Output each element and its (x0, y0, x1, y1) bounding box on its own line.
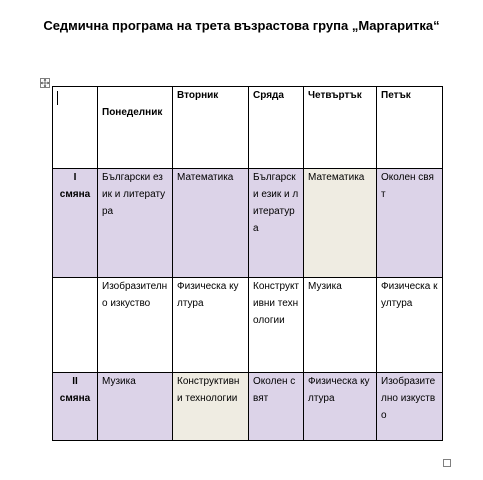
subject-cell: Физическа култура (173, 278, 249, 373)
shift-label-first (53, 169, 98, 278)
day-header-monday: Понеделник (98, 87, 173, 169)
text-cursor (57, 91, 58, 105)
shift-label-second (53, 373, 98, 441)
subject-cell: Математика (173, 169, 249, 278)
shift-numeral: II (72, 376, 78, 387)
subject-cell: Конструктивни технологии (249, 278, 304, 373)
subject-cell: Физическа култура (304, 373, 377, 441)
table-row (53, 373, 443, 441)
weekly-schedule-table (52, 86, 443, 441)
table-row (53, 278, 443, 373)
subject-cell: Околен свят (377, 169, 443, 278)
subject-cell: Български език и литература (249, 169, 304, 278)
subject-cell: Физическа култура (377, 278, 443, 373)
subject-cell: Околен свят (249, 373, 304, 441)
shift-word: смяна (59, 189, 91, 200)
subject-cell: Математика (304, 169, 377, 278)
day-header-friday: Петък (377, 87, 443, 169)
table-header-row (53, 87, 443, 169)
shift-numeral: I (73, 172, 77, 183)
document-title: Седмична програма на трета възрастова група „Маргаритка“ (43, 18, 440, 33)
day-header-thursday: Четвъртък (304, 87, 377, 169)
corner-cell[interactable] (53, 87, 98, 169)
subject-cell: Конструктивни технологии (173, 373, 249, 441)
subject-cell: Музика (98, 373, 173, 441)
table-row (53, 169, 443, 278)
day-header-tuesday: Вторник (173, 87, 249, 169)
subject-cell: Изобразително изкуство (377, 373, 443, 441)
subject-cell: Изобразително изкуство (98, 278, 173, 373)
day-header-wednesday: Сряда (249, 87, 304, 169)
shift-word: смяна (59, 393, 91, 404)
table-resize-handle[interactable] (443, 459, 451, 467)
subject-cell: Български език и литература (98, 169, 173, 278)
empty-shift-cell (53, 278, 98, 373)
table-move-handle-icon[interactable] (40, 78, 50, 88)
subject-cell: Музика (304, 278, 377, 373)
